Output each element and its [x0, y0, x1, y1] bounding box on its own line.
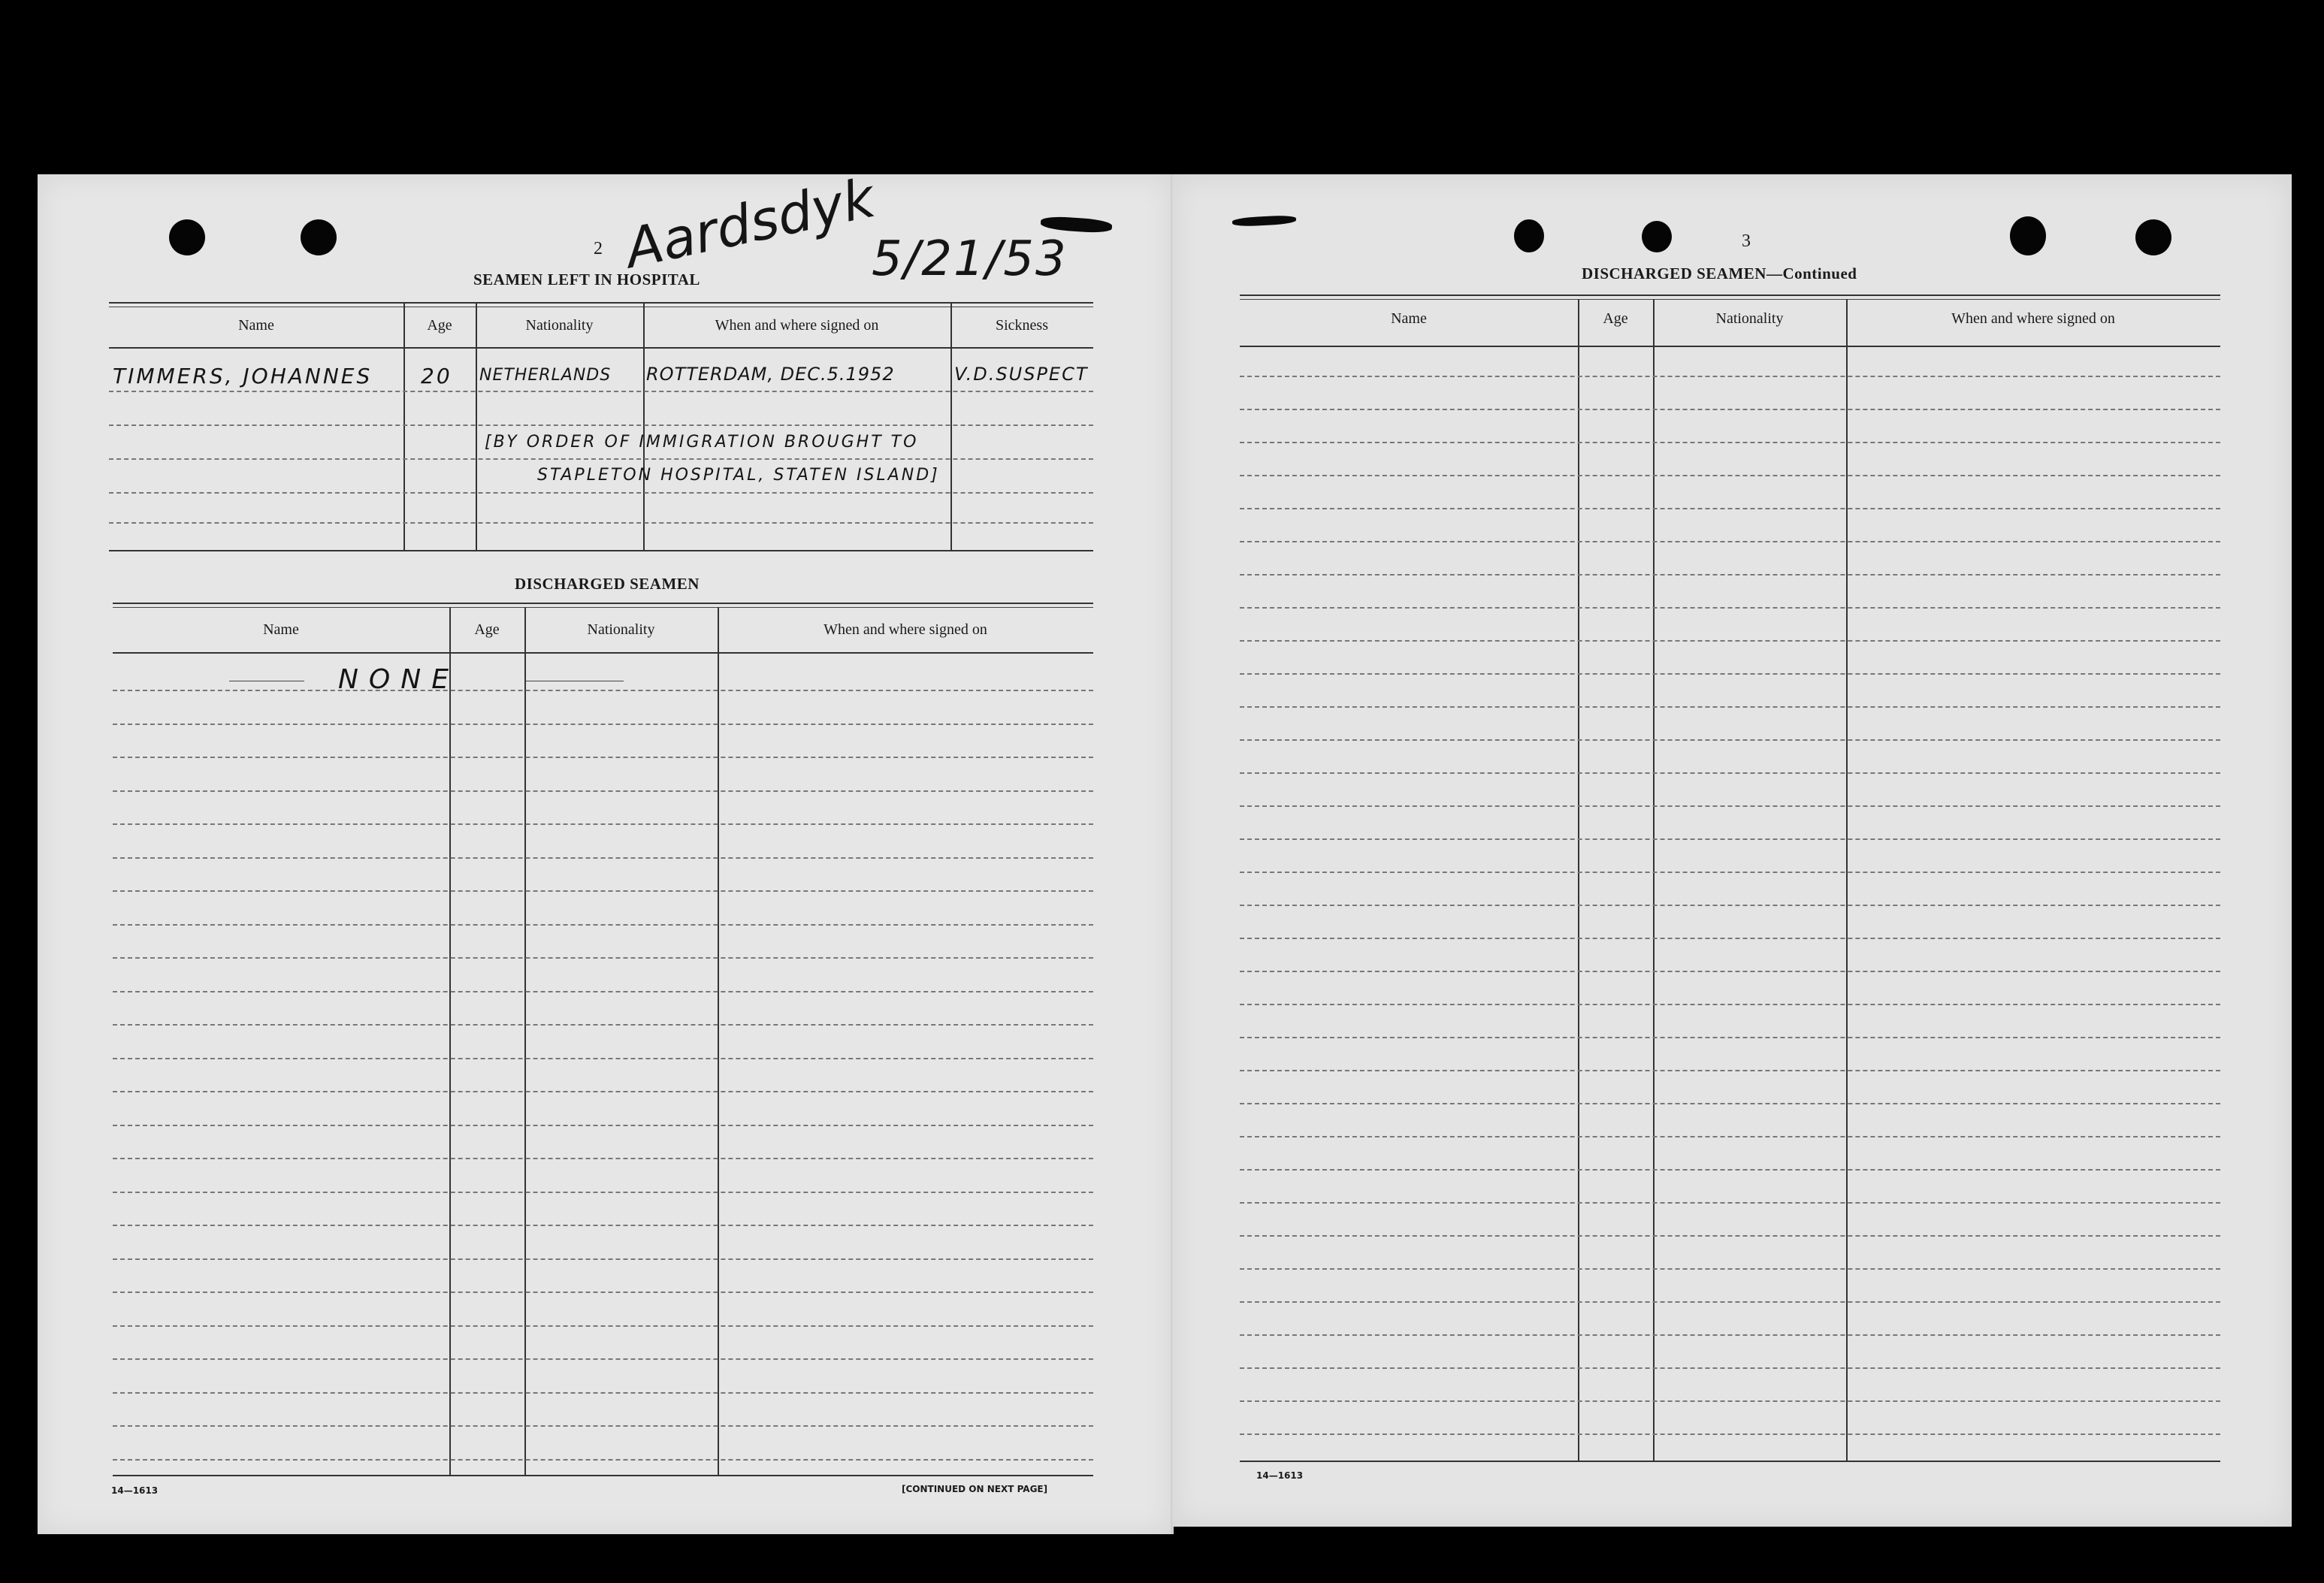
- continued-note: [CONTINUED ON NEXT PAGE]: [902, 1484, 1048, 1494]
- table-row-line: [1240, 1070, 2220, 1071]
- seaman-age: 20: [421, 364, 452, 388]
- column-header-signed-on: When and where signed on: [715, 317, 879, 334]
- column-header-name: Name: [1391, 310, 1427, 327]
- table-divider: [950, 304, 952, 551]
- column-header-nationality: Nationality: [525, 317, 594, 334]
- page-number: 3: [1742, 231, 1751, 251]
- column-header-age: Age: [1603, 310, 1628, 327]
- table-divider: [476, 304, 477, 551]
- table-rule: [109, 302, 1093, 304]
- table-row-line: [1240, 1136, 2220, 1137]
- table-row-line: [1240, 1037, 2220, 1038]
- seaman-sickness: V.D.SUSPECT: [954, 364, 1089, 385]
- table-rule: [1240, 299, 2220, 300]
- handwritten-date: 5/21/53: [872, 231, 1068, 287]
- table-row-line: [1240, 508, 2220, 509]
- seaman-name: TIMMERS, JOHANNES: [113, 364, 373, 388]
- discharged-title-main: DISCHARGED SEAMEN: [1582, 264, 1766, 282]
- table-rule: [1240, 1461, 2220, 1462]
- table-row-line: [113, 957, 1093, 959]
- column-header-nationality: Nationality: [1715, 310, 1784, 327]
- table-row-line: [113, 724, 1093, 725]
- table-row-line: [109, 424, 1093, 426]
- table-row-line: [113, 790, 1093, 792]
- table-row-line: [1240, 1367, 2220, 1369]
- table-row-line: [1240, 772, 2220, 774]
- table-rule: [113, 652, 1093, 654]
- table-row-line: [1240, 1268, 2220, 1270]
- handwritten-ship-name: Aardsdyk: [619, 165, 881, 281]
- table-row-line: [1240, 805, 2220, 807]
- table-row-line: [1240, 607, 2220, 609]
- table-row-line: [1240, 971, 2220, 972]
- table-divider: [1653, 299, 1655, 1462]
- table-rule: [113, 1475, 1093, 1476]
- table-row-line: [113, 1392, 1093, 1394]
- table-rule: [109, 347, 1093, 349]
- table-row-line: [109, 522, 1093, 524]
- column-header-sickness: Sickness: [996, 317, 1048, 334]
- table-row-line: [113, 1225, 1093, 1226]
- table-row-line: [1240, 1202, 2220, 1204]
- table-row-line: [1240, 1400, 2220, 1402]
- table-divider: [449, 607, 451, 1476]
- table-row-line: [109, 391, 1093, 392]
- form-number: 14—1613: [111, 1485, 159, 1496]
- column-header-name: Name: [238, 317, 274, 334]
- table-row-line: [1240, 475, 2220, 476]
- table-rule: [113, 607, 1093, 608]
- discharged-continued-title: [1582, 264, 1857, 283]
- column-header-signed-on: When and where signed on: [824, 621, 987, 638]
- table-row-line: [113, 1258, 1093, 1260]
- punch-hole: [169, 219, 205, 255]
- table-row-line: [113, 1325, 1093, 1327]
- table-divider: [1846, 299, 1848, 1462]
- table-rule: [1240, 295, 2220, 296]
- table-rule: [109, 550, 1093, 551]
- table-row-line: [1240, 574, 2220, 575]
- table-row-line: [113, 991, 1093, 992]
- table-row-line: [113, 857, 1093, 859]
- table-row-line: [1240, 673, 2220, 675]
- form-number: 14—1613: [1256, 1470, 1304, 1481]
- column-header-nationality: Nationality: [587, 621, 655, 638]
- column-header-name: Name: [263, 621, 299, 638]
- table-row-line: [1240, 706, 2220, 708]
- table-row-line: [113, 1459, 1093, 1461]
- table-row-line: [113, 1058, 1093, 1059]
- table-row-line: [1240, 838, 2220, 840]
- table-row-line: [109, 492, 1093, 494]
- table-row-line: [113, 757, 1093, 758]
- table-row-line: [1240, 409, 2220, 410]
- right-page: [1172, 174, 2292, 1527]
- seaman-signed-on: ROTTERDAM, DEC.5.1952: [646, 364, 895, 385]
- table-row-line: [113, 1192, 1093, 1193]
- table-row-line: [1240, 1169, 2220, 1171]
- table-row-line: [1240, 1004, 2220, 1005]
- punch-hole: [1514, 219, 1544, 252]
- table-divider: [403, 304, 405, 551]
- table-row-line: [113, 1291, 1093, 1293]
- table-row-line: [1240, 541, 2220, 542]
- table-row-line: [1240, 376, 2220, 377]
- punch-hole: [301, 219, 337, 255]
- table-row-line: [113, 690, 1093, 691]
- seaman-nationality: NETHERLANDS: [479, 366, 612, 385]
- hospital-note-line-2: STAPLETON HOSPITAL, STATEN ISLAND]: [537, 466, 940, 485]
- discharged-title-continued: —Continued: [1766, 264, 1857, 282]
- table-row-line: [1240, 872, 2220, 873]
- table-divider: [1578, 299, 1579, 1462]
- table-row-line: [1240, 739, 2220, 741]
- punch-hole: [2135, 219, 2171, 255]
- table-row-line: [1240, 1301, 2220, 1303]
- table-row-line: [1240, 1103, 2220, 1104]
- hospital-section-title: SEAMEN LEFT IN HOSPITAL: [473, 270, 700, 289]
- table-row-line: [1240, 1433, 2220, 1435]
- column-header-age: Age: [474, 621, 500, 638]
- punch-hole: [2010, 216, 2046, 255]
- table-divider: [643, 304, 645, 551]
- table-row-line: [1240, 905, 2220, 906]
- table-row-line: [113, 924, 1093, 926]
- table-row-line: [109, 458, 1093, 460]
- table-row-line: [1240, 1334, 2220, 1336]
- punch-hole: [1642, 221, 1672, 252]
- table-row-line: [113, 1425, 1093, 1427]
- table-row-line: [113, 890, 1093, 892]
- column-header-age: Age: [427, 317, 452, 334]
- table-row-line: [1240, 1235, 2220, 1237]
- table-rule: [113, 603, 1093, 604]
- table-divider: [524, 607, 526, 1476]
- table-row-line: [1240, 938, 2220, 939]
- column-header-signed-on: When and where signed on: [1951, 310, 2115, 327]
- hospital-note-line-1: [BY ORDER OF IMMIGRATION BROUGHT TO: [485, 433, 919, 452]
- table-rule: [1240, 346, 2220, 347]
- table-row-line: [113, 1158, 1093, 1159]
- table-row-line: [113, 1024, 1093, 1026]
- table-row-line: [1240, 442, 2220, 443]
- discharged-section-title: DISCHARGED SEAMEN: [515, 575, 700, 593]
- table-divider: [718, 607, 719, 1476]
- table-row-line: [113, 1091, 1093, 1092]
- table-row-line: [1240, 640, 2220, 642]
- table-row-line: [113, 1358, 1093, 1360]
- page-number: 2: [594, 239, 603, 258]
- table-row-line: [113, 1125, 1093, 1126]
- table-row-line: [113, 823, 1093, 825]
- discharged-entry: NONE: [338, 664, 459, 695]
